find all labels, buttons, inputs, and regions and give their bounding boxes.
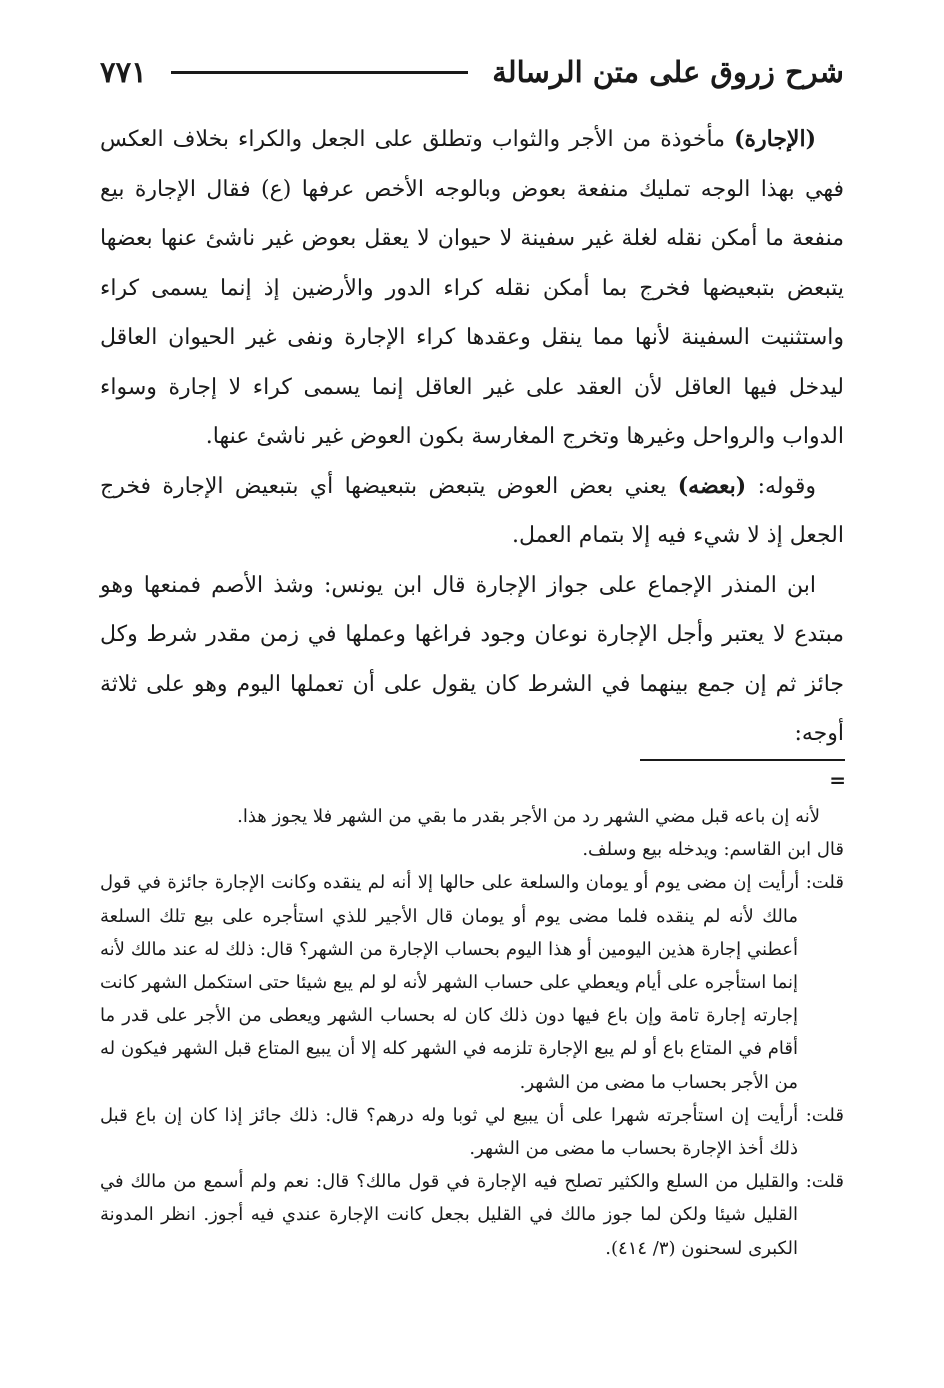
- paragraph-text: يعني بعض العوض يتبعض بتبعيضها أي بتبعيض الإجارة فخرج الجعل إذ لا شيء فيه إلا بتمام العمل.: [100, 473, 844, 548]
- paragraph-ijma: [100, 561, 844, 759]
- paragraph-ijara-definition: [100, 115, 844, 462]
- footnote-line: قال ابن القاسم: ويدخله بيع وسلف.: [582, 839, 844, 861]
- header-rule: [171, 71, 468, 74]
- footnotes: [100, 800, 844, 1265]
- footnote-question: قلت: أرأيت إن استأجرته شهرا على أن يبيع لي ثوبا وله درهم؟ قال: ذلك جائز إذا كان إن باع قبل ذلك أخذ الإجارة بحساب ما مضى من الشهر.: [100, 1104, 845, 1160]
- footnote-continuation-marker: =: [829, 768, 846, 792]
- paragraph-baduhu: [100, 462, 844, 561]
- footnote-question: قلت: والقليل من السلع والكثير تصلح فيه الإجارة في قول مالك؟ قال: نعم ولم أسمع من مالك في القليل شيئا ولكن لما جوز مالك في القليل بجعل كانت الإجارة عندي فيه أجوز. انظر المدونة الكبرى لسحنون (٣/ ٤١٤).: [100, 1171, 844, 1259]
- footnote-question: قلت: أرأيت إن مضى يوم أو يومان والسلعة على حالها إلا أنه لم ينقده وكانت الإجارة جائزة في قول مالك لأنه لم ينقده فلما مضى يوم أو يومان قال الأجير للذي استأجره على بيع تلك السلعة أعطني إجارة هذين اليومين أو هذا اليوم بحساب الإجارة من الشهر؟ قال: ذلك له عند مالك لأنه إنما استأجره على أيام ويعطي على حساب الشهر لأنه لو لم يبع شيئا حتى استكمل الشهر كانت إجارته إجارة تامة وإن باع فيها دون ذلك كان له بحساب الشهر ويعطى من الأجر على قدر ما أقام في المتاع باع أو لم يبع الإجارة تلزمه في الشهر كله إلا أن يبيع المتاع قبل الشهر فيكون له من الأجر بحساب ما مضى من الشهر.: [100, 872, 844, 1093]
- paragraph-text: مأخوذة من الأجر والثواب وتطلق على الجعل والكراء بخلاف العكس فهي بهذا الوجه تمليك منفعة بعوض وبالوجه الأخص عرفها (ع) فقال الإجارة بيع منفعة ما أمكن نقله لغلة غير سفينة لا حيوان لا يعقل بعوض غير ناشئ عنها بعضها يتبعض بتبعيضها فخرج بما أمكن نقله كراء الدور والأرضين إذ إنما يسمى كراء واستثنيت السفينة لأنها مما ينقل وعقدها كراء الإجارة ونفى غير الحيوان العاقل ليدخل فيها العاقل لأن العقد على غير العاقل إنما يسمى كراء لا إجارة وسواء الدواب والرواحل وغيرها وتخرج المغارسة بكون العوض غير ناشئ عنها.: [100, 127, 844, 449]
- term-baduhu: (بعضه): [677, 472, 747, 499]
- footnote-line: لأنه إن باعه قبل مضي الشهر رد من الأجر بقدر ما بقي من الشهر فلا يجوز هذا.: [237, 806, 820, 827]
- page-number: ٧٧١: [100, 55, 147, 89]
- paragraph-prefix: وقوله:: [746, 473, 816, 499]
- paragraph-text: ابن المنذر الإجماع على جواز الإجارة قال ابن يونس: وشذ الأصم فمنعها وهو مبتدع لا يعتبر وأجل الإجارة نوعان وجود فراغها وعملها في زمن مقدر شرط وكل جائز ثم إن جمع بينهما في الشرط كان يقول على أن تعملها اليوم وهو على ثلاثة أوجه:: [100, 572, 844, 746]
- page-header: [100, 50, 844, 94]
- book-title: شرح زروق على متن الرسالة: [492, 55, 844, 89]
- main-text: [100, 115, 844, 759]
- term-ijara: (الإجارة): [734, 126, 816, 152]
- footnote-separator: [640, 759, 845, 761]
